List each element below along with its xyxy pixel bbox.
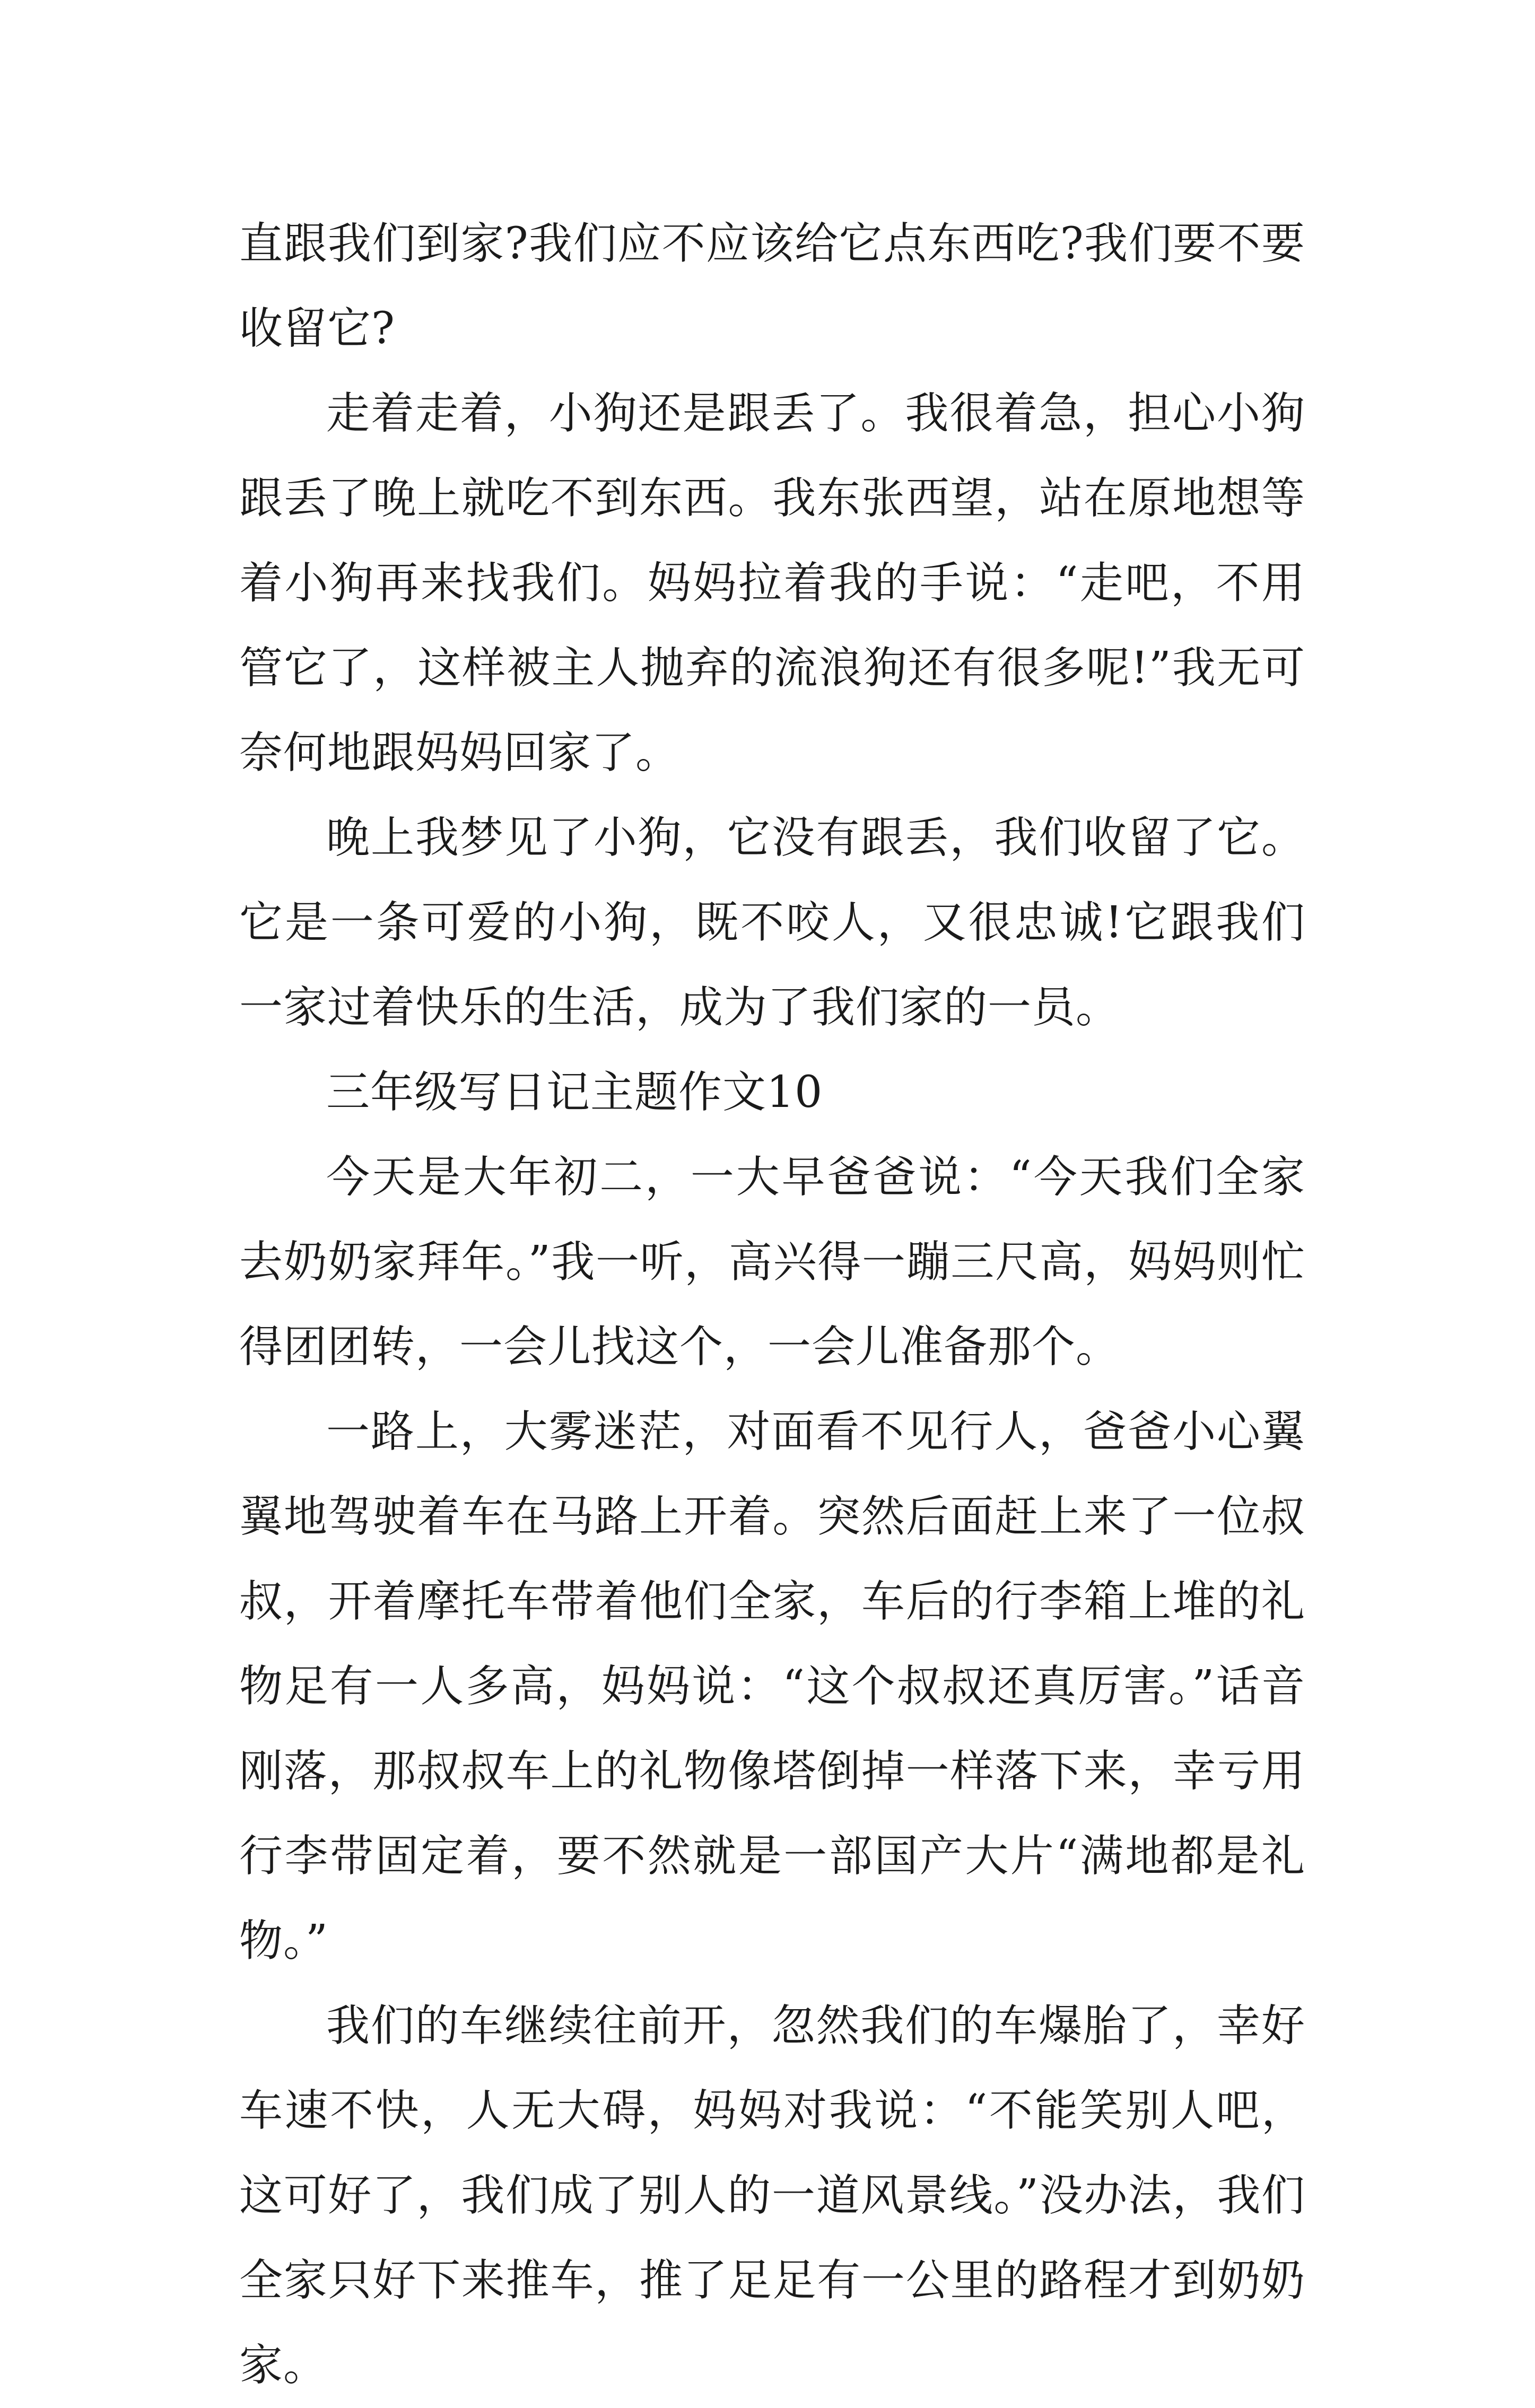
paragraph-foggy-road: 一路上，大雾迷茫，对面看不见行人，爸爸小心翼翼地驾驶着车在马路上开着。突然后面赶上来了一位叔叔，开着摩托车带着他们全家，车后的行李箱上堆的礼物足有一人多高，妈妈说：“这个叔叔还真厉害。”话音刚落，那叔叔车上的礼物像塔倒掉一样落下来，幸亏用行李带固定着，要不然就是一部国产大片“满地都是礼物。” [239,1407,1305,1966]
document-body [239,202,1305,2408]
paragraph-continued: 直跟我们到家?我们应不应该给它点东西吃?我们要不要收留它? [239,219,1305,354]
essay-title: 三年级写日记主题作文10 [326,1067,823,1118]
paragraph-flat-tire: 我们的车继续往前开，忽然我们的车爆胎了，幸好车速不快，人无大碍，妈妈对我说：“不能笑别人吧，这可好了，我们成了别人的一道风景线。”没办法，我们全家只好下来推车，推了足足有一公里的路程才到奶奶家。 [239,2001,1305,2390]
paragraph-new-year-visit: 今天是大年初二，一大早爸爸说：“今天我们全家去奶奶家拜年。”我一听，高兴得一蹦三尺高，妈妈则忙得团团转，一会儿找这个，一会儿准备那个。 [239,1152,1305,1372]
paragraph-dream: 晚上我梦见了小狗，它没有跟丢，我们收留了它。它是一条可爱的小狗，既不咬人，又很忠诚!它跟我们一家过着快乐的生活，成为了我们家的一员。 [239,813,1305,1033]
paragraph-puppy-lost: 走着走着，小狗还是跟丢了。我很着急，担心小狗跟丢了晚上就吃不到东西。我东张西望，站在原地想等着小狗再来找我们。妈妈拉着我的手说：“走吧，不用管它了，这样被主人抛弃的流浪狗还有很多呢!”我无可奈何地跟妈妈回家了。 [239,388,1305,778]
